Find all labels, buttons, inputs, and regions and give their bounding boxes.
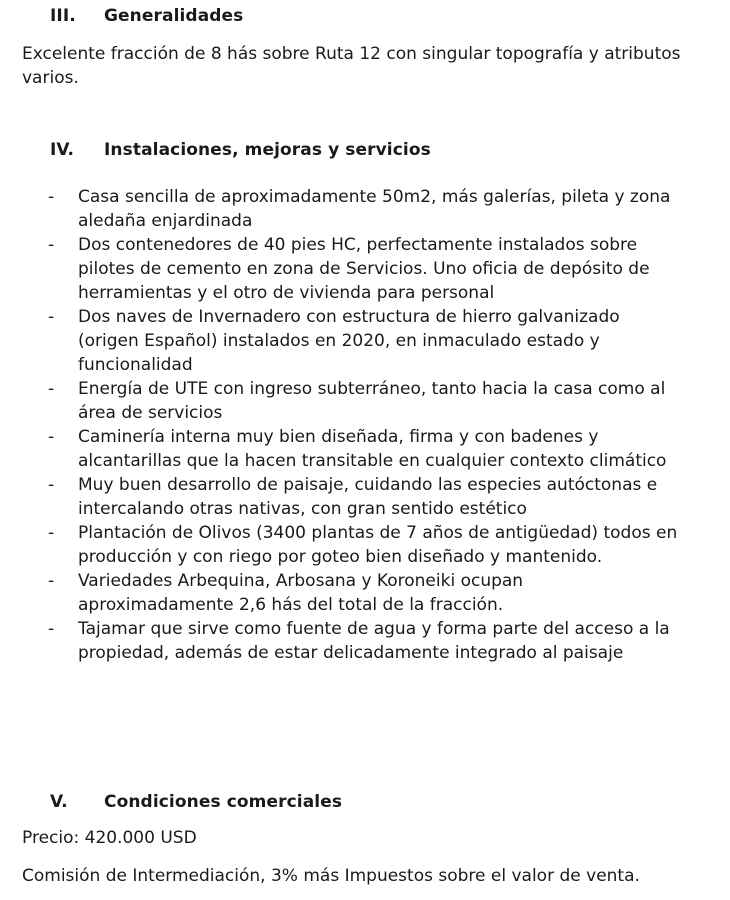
bullet-dash: - — [48, 235, 55, 255]
list-item-text: Casa sencilla de aproximadamente 50m2, más galerías, pileta y zona aledaña enjardinada — [78, 187, 671, 231]
bullet-dash: - — [48, 307, 55, 327]
instalaciones-list — [44, 185, 684, 665]
list-item — [44, 617, 684, 665]
list-item — [44, 305, 684, 377]
list-item — [44, 185, 684, 233]
list-item-text: Tajamar que sirve como fuente de agua y forma parte del acceso a la propiedad, además de estar delicadamente integrado al paisaje — [78, 619, 670, 663]
section-number: III. — [50, 6, 76, 26]
list-item-text: Dos naves de Invernadero con estructura de hierro galvanizado (origen Español) instalados en 2020, en inmaculado estado y funcionalidad — [78, 307, 620, 375]
section-heading-instalaciones — [50, 140, 431, 160]
section-title: Instalaciones, mejoras y servicios — [104, 140, 431, 160]
section-title: Generalidades — [104, 6, 244, 26]
bullet-dash: - — [48, 475, 55, 495]
bullet-dash: - — [48, 619, 55, 639]
section-title: Condiciones comerciales — [104, 792, 343, 812]
list-item — [44, 425, 684, 473]
list-item-text: Variedades Arbequina, Arbosana y Koroneiki ocupan aproximadamente 2,6 hás del total de la fracción. — [78, 571, 524, 615]
section-heading-generalidades — [50, 6, 243, 26]
section-heading-condiciones — [50, 792, 342, 812]
bullet-dash: - — [48, 523, 55, 543]
list-item — [44, 377, 684, 425]
bullet-dash: - — [48, 427, 55, 447]
list-item-text: Dos contenedores de 40 pies HC, perfectamente instalados sobre pilotes de cemento en zona de Servicios. Uno oficia de depósito de herramientas y el otro de vivienda para personal — [78, 235, 650, 303]
list-item — [44, 233, 684, 305]
section-number: IV. — [50, 140, 75, 160]
list-item-text: Energía de UTE con ingreso subterráneo, tanto hacia la casa como al área de servicios — [78, 379, 666, 423]
list-item — [44, 473, 684, 521]
list-item — [44, 569, 684, 617]
price-line: Precio: 420.000 USD — [22, 828, 197, 848]
bullet-dash: - — [48, 187, 55, 207]
list-item-text: Plantación de Olivos (3400 plantas de 7 años de antigüedad) todos en producción y con riego por goteo bien diseñado y mantenido. — [78, 523, 678, 567]
list-item-text: Caminería interna muy bien diseñada, firma y con badenes y alcantarillas que la hacen transitable en cualquier contexto climático — [78, 427, 667, 471]
list-item-text: Muy buen desarrollo de paisaje, cuidando las especies autóctonas e intercalando otras nativas, con gran sentido estético — [78, 475, 658, 519]
commission-line: Comisión de Intermediación, 3% más Impuestos sobre el valor de venta. — [22, 866, 640, 886]
section-number: V. — [50, 792, 68, 812]
list-item — [44, 521, 684, 569]
bullet-dash: - — [48, 571, 55, 591]
bullet-dash: - — [48, 379, 55, 399]
generalidades-paragraph: Excelente fracción de 8 hás sobre Ruta 12 con singular topografía y atributos varios. — [22, 44, 681, 88]
